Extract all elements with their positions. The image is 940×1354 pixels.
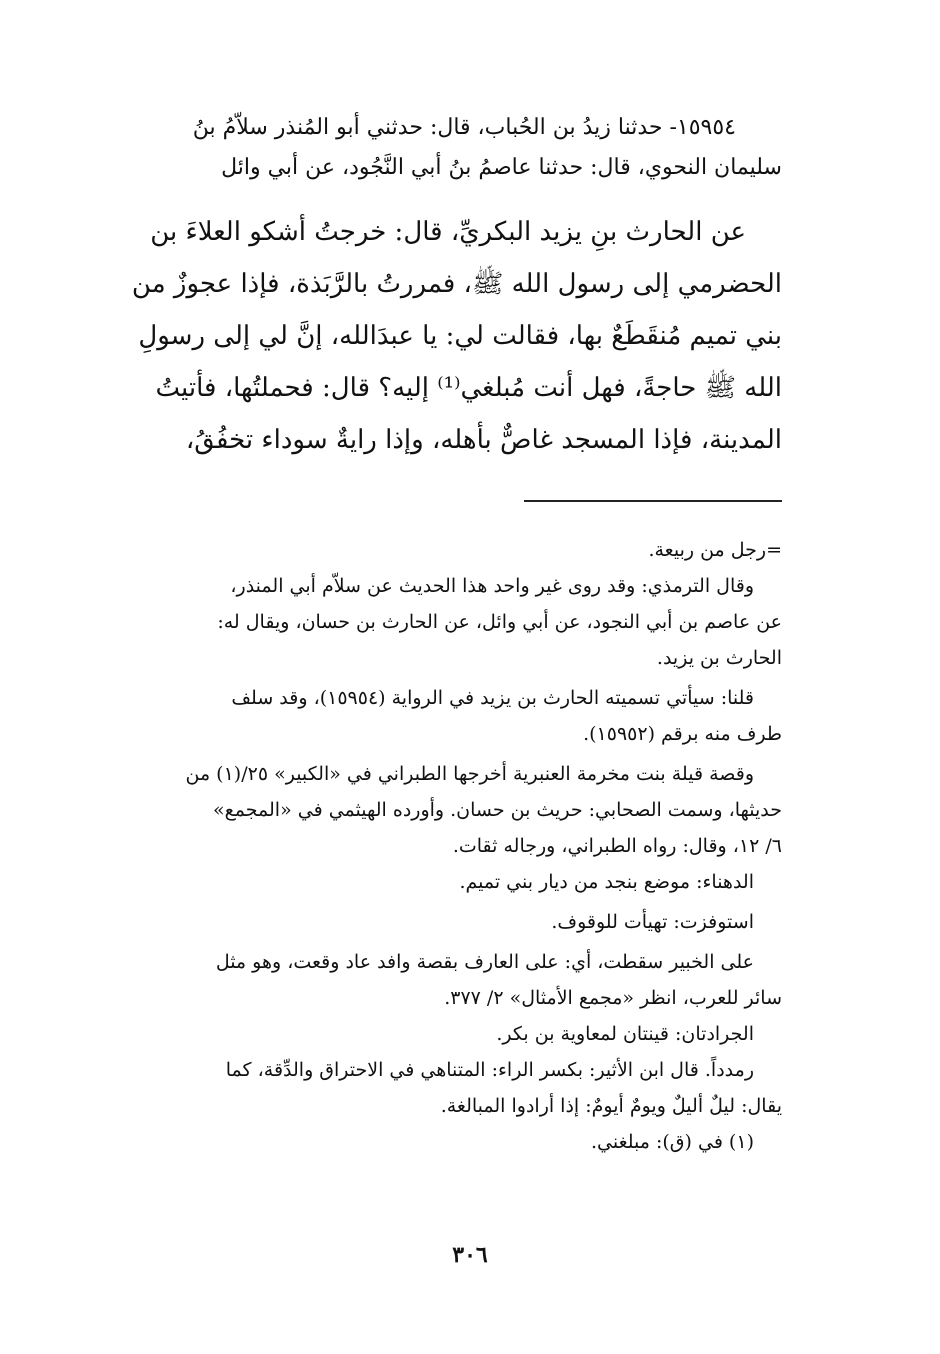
text-line: قلنا: سيأتي تسميته الحارث بن يزيد في الرواية (١٥٩٥٤)، وقد سلف bbox=[231, 687, 754, 709]
footnote bbox=[70, 1016, 782, 1052]
page-number: ٣٠٦ bbox=[452, 1242, 488, 1268]
text-line: =رجل من ربيعة. bbox=[648, 539, 782, 561]
footnote bbox=[70, 1052, 782, 1124]
text-line: الحضرمي إلى رسول الله ﷺ، فمررتُ بالرَّبَذة، فإذا عجوزٌ من bbox=[131, 269, 782, 299]
footnote bbox=[70, 904, 782, 940]
hadith-isnad bbox=[70, 108, 782, 188]
text-line: عن الحارث بنِ يزيد البكريِّ، قال: خرجتُ أشكو العلاءَ بن bbox=[150, 217, 746, 247]
footnote bbox=[70, 532, 782, 568]
text-line: طرف منه برقم (١٥٩٥٢). bbox=[583, 723, 782, 745]
text-line: استوفزت: تهيأت للوقوف. bbox=[551, 911, 754, 933]
text-line: وقصة قيلة بنت مخرمة العنبرية أخرجها الطبراني في «الكبير» ٢٥/(١) من bbox=[185, 763, 754, 785]
text-line: ١٥٩٥٤- حدثنا زيدُ بن الحُباب، قال: حدثني أبو المُنذر سلاّمُ بنُ bbox=[192, 115, 736, 140]
footnote-separator bbox=[524, 500, 782, 502]
text-line: حديثها، وسمت الصحابي: حريث بن حسان. وأورده الهيثمي في «المجمع» bbox=[213, 799, 782, 821]
text-line: سائر للعرب، انظر «مجمع الأمثال» ٢/ ٣٧٧. bbox=[444, 987, 782, 1009]
text-line: الجرادتان: قينتان لمعاوية بن بكر. bbox=[496, 1023, 754, 1045]
footnote bbox=[70, 756, 782, 864]
hadith-matn bbox=[70, 206, 782, 466]
text-line: المدينة، فإذا المسجد غاصٌّ بأهله، وإذا رايةٌ سوداء تخفُقُ، bbox=[185, 425, 782, 455]
text-line: (١) في (ق): مبلغني. bbox=[590, 1131, 754, 1153]
footnote bbox=[70, 680, 782, 752]
text-line: الحارث بن يزيد. bbox=[656, 647, 782, 669]
text-line: سليمان النحوي، قال: حدثنا عاصمُ بنُ أبي النَّجُود، عن أبي وائل bbox=[221, 155, 782, 180]
text-line: رمدداً. قال ابن الأثير: بكسر الراء: المتناهي في الاحتراق والدِّقة، كما bbox=[225, 1059, 754, 1081]
text-line: وقال الترمذي: وقد روى غير واحد هذا الحديث عن سلاّم أبي المنذر، bbox=[230, 575, 754, 597]
footnote bbox=[70, 1124, 782, 1160]
text-line: الدهناء: موضع بنجد من ديار بني تميم. bbox=[459, 871, 754, 893]
text-line: يقال: ليلٌ أليلٌ ويومٌ أيومٌ: إذا أرادوا المبالغة. bbox=[440, 1095, 782, 1117]
text-line: على الخبير سقطت، أي: على العارف بقصة وافد عاد وقعت، وهو مثل bbox=[215, 951, 754, 973]
text-line: ٦/ ١٢، وقال: رواه الطبراني، ورجاله ثقات. bbox=[452, 835, 782, 857]
text-line: بني تميم مُنقَطَعٌ بها، فقالت لي: يا عبدَالله، إنَّ لي إلى رسولِ bbox=[138, 321, 782, 351]
text-line: عن عاصم بن أبي النجود، عن أبي وائل، عن الحارث بن حسان، ويقال له: bbox=[217, 611, 782, 633]
footnote bbox=[70, 864, 782, 900]
text-line: الله ﷺ حاجةً، فهل أنت مُبلغي⁽¹⁾ إليه؟ قال: فحملتُها، فأتيتُ bbox=[155, 373, 782, 403]
footnote bbox=[70, 568, 782, 676]
footnote bbox=[70, 944, 782, 1016]
footnotes bbox=[70, 532, 782, 1160]
